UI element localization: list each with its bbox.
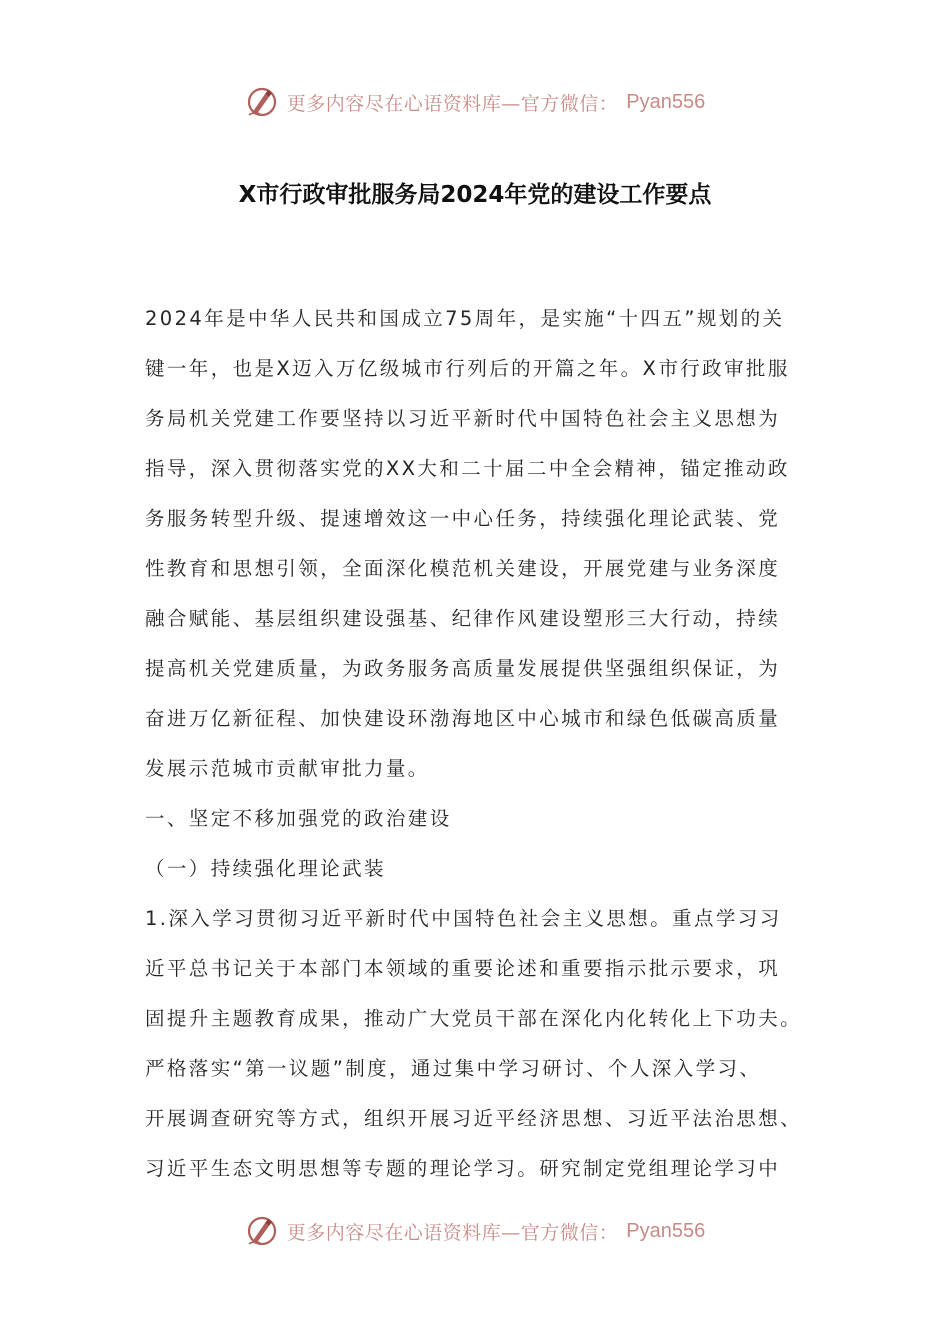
body-line: 指导，深入贯彻落实党的XX大和二十届二中全会精神，锚定推动政 bbox=[145, 457, 790, 480]
body-line: 发展示范城市贡献审批力量。 bbox=[145, 757, 430, 780]
watermark-content bbox=[245, 1214, 705, 1248]
body-line: 融合赋能、基层组织建设强基、纪律作风建设塑形三大行动，持续 bbox=[145, 607, 781, 630]
body-line: 奋进万亿新征程、加快建设环渤海地区中心城市和绿色低碳高质量 bbox=[145, 707, 781, 730]
body-line: 开展调查研究等方式，组织开展习近平经济思想、习近平法治思想、 bbox=[145, 1107, 803, 1130]
body-line: 习近平生态文明思想等专题的理论学习。研究制定党组理论学习中 bbox=[145, 1157, 781, 1180]
watermark-handle: Pyan556 bbox=[626, 90, 706, 113]
watermark-content bbox=[245, 85, 705, 119]
body-line: 2024年是中华人民共和国成立75周年，是实施“十四五”规划的关 bbox=[145, 307, 785, 330]
watermark-banner-bottom bbox=[0, 1211, 950, 1251]
watermark-text: 更多内容尽在心语资料库—官方微信： bbox=[286, 1221, 619, 1244]
body-line: 提高机关党建质量，为政务服务高质量发展提供坚强组织保证，为 bbox=[145, 657, 781, 680]
body-line: 务局机关党建工作要坚持以习近平新时代中国特色社会主义思想为 bbox=[145, 407, 781, 430]
pen-circle-logo-icon bbox=[245, 85, 279, 119]
watermark-text: 更多内容尽在心语资料库—官方微信： bbox=[286, 92, 619, 115]
subsection-heading: （一）持续强化理论武装 bbox=[145, 857, 386, 880]
section-heading: 一、坚定不移加强党的政治建设 bbox=[145, 807, 452, 830]
body-line: 务服务转型升级、提速增效这一中心任务，持续强化理论武装、党 bbox=[145, 507, 781, 530]
body-line: 性教育和思想引领，全面深化模范机关建设，开展党建与业务深度 bbox=[145, 557, 781, 580]
pen-circle-logo-icon bbox=[245, 1214, 279, 1248]
watermark-banner-top bbox=[0, 82, 950, 122]
document-title: X市行政审批服务局2024年党的建设工作要点 bbox=[238, 182, 712, 208]
body-line: 键一年，也是X迈入万亿级城市行列后的开篇之年。X市行政审批服 bbox=[145, 357, 790, 380]
document-body bbox=[145, 294, 809, 1194]
body-line: 固提升主题教育成果，推动广大党员干部在深化内化转化上下功夫。 bbox=[145, 1007, 803, 1030]
watermark-handle: Pyan556 bbox=[626, 1219, 706, 1242]
body-line: 严格落实“第一议题”制度，通过集中学习研讨、个人深入学习、 bbox=[145, 1057, 762, 1080]
body-line: 1.深入学习贯彻习近平新时代中国特色社会主义思想。重点学习习 bbox=[145, 907, 782, 930]
body-line: 近平总书记关于本部门本领域的重要论述和重要指示批示要求，巩 bbox=[145, 957, 781, 980]
